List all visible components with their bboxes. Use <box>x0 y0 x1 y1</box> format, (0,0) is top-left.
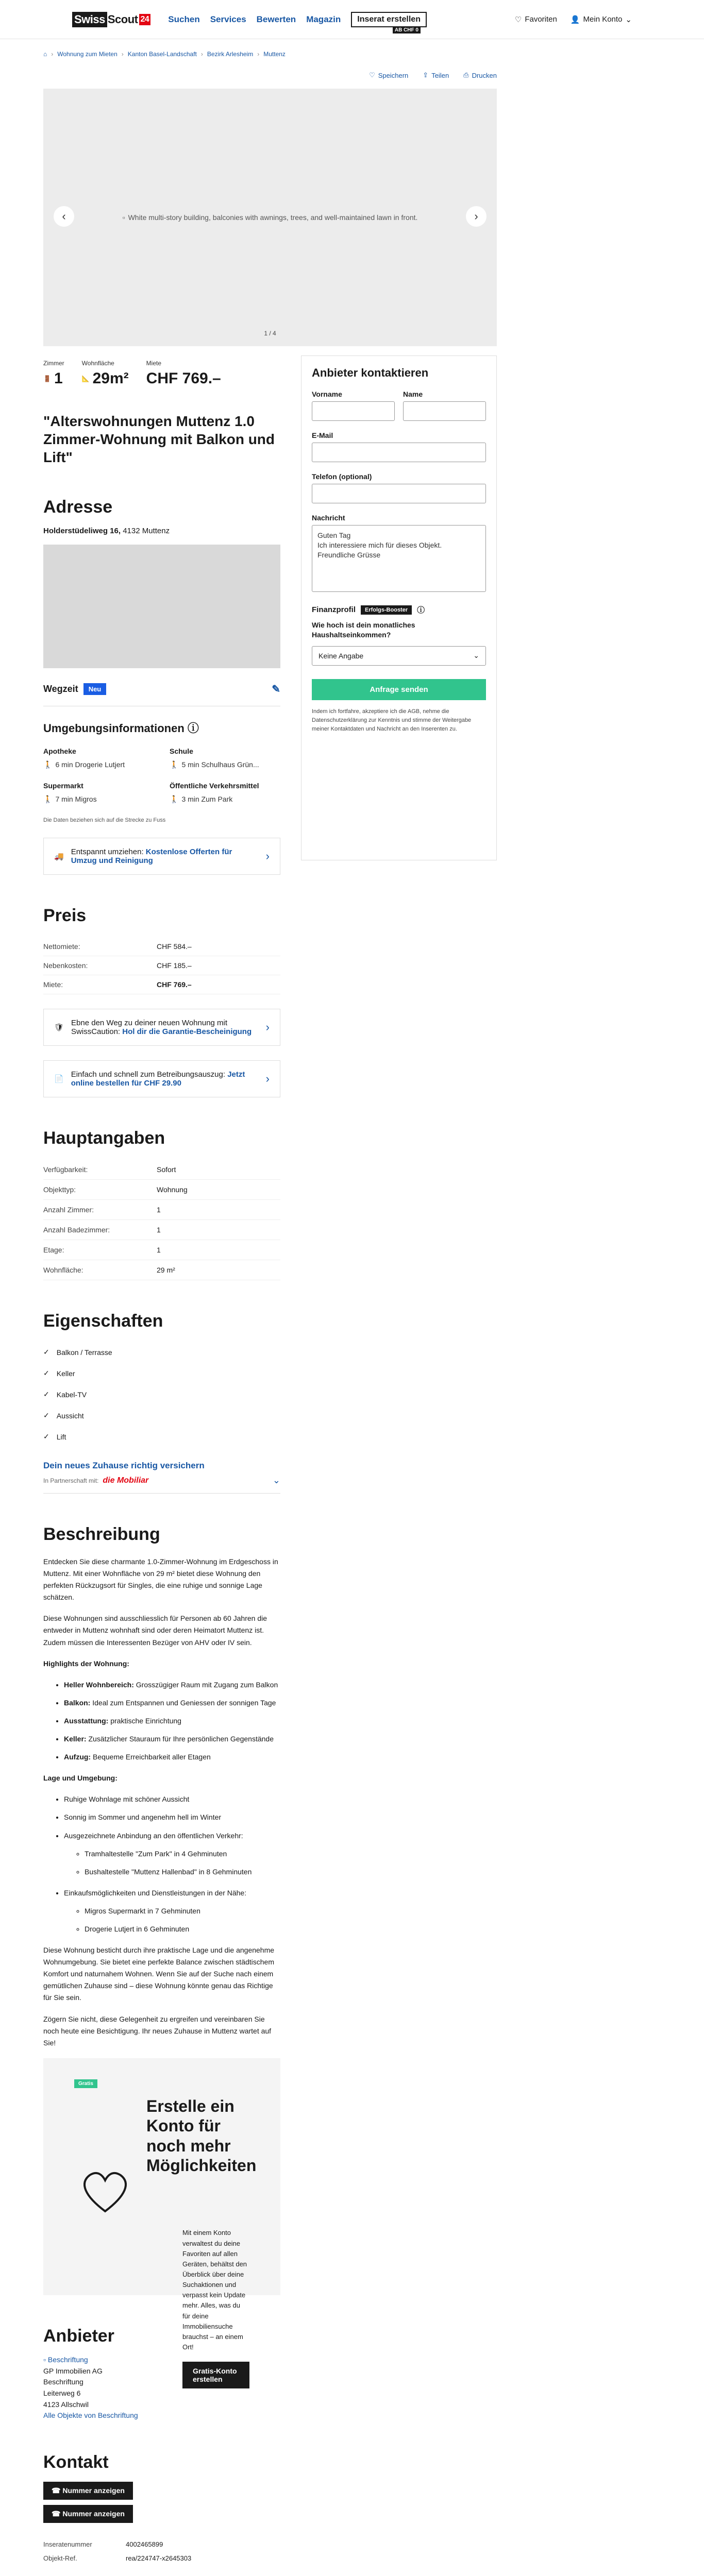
transport-item: ◦ Bushaltestelle "Muttenz Hallenbad" in 8 Gehminuten <box>85 1866 280 1878</box>
poi-item <box>170 782 280 804</box>
address-city: 4132 Muttenz <box>123 527 170 535</box>
nav-evaluate[interactable]: Bewerten <box>256 14 296 24</box>
price-heading: Preis <box>43 906 87 925</box>
breadcrumb-item[interactable]: Kanton Basel-Landschaft <box>127 50 197 58</box>
nav-services[interactable]: Services <box>210 14 246 24</box>
highlight-key: Aufzug: <box>64 1753 91 1761</box>
property-item <box>43 1384 280 1405</box>
highlight-text: Zusätzlicher Stauraum für Ihre persönlichen Gegenstände <box>88 1735 274 1743</box>
gallery-counter: 1 / 4 <box>264 330 276 337</box>
description-paragraph: Zögern Sie nicht, diese Gelegenheit zu ergreifen und vereinbaren Sie noch heute eine Besichtigung. Ihr neues Zuhause in Muttenz wartet auf Sie! <box>43 2014 272 2047</box>
send-inquiry-button[interactable]: Anfrage senden <box>312 679 486 700</box>
info-icon[interactable]: ⓘ <box>417 606 425 615</box>
poi-text: 3 min Zum Park <box>181 795 233 803</box>
chevron-down-icon: ⌄ <box>625 15 632 24</box>
favorites-label: Favoriten <box>525 15 557 24</box>
message-field <box>312 514 486 592</box>
main-info-value: 29 m² <box>157 1266 175 1274</box>
transport-item: ◦ Tramhaltestelle "Zum Park" in 4 Gehminuten <box>85 1848 280 1860</box>
last-name-input[interactable] <box>403 401 486 421</box>
highlight-text: praktische Einrichtung <box>110 1716 181 1725</box>
broken-image-icon: ▫ <box>43 2355 46 2364</box>
gallery-next-arrow[interactable]: › <box>466 206 487 227</box>
location-map[interactable] <box>43 545 280 668</box>
price-value: CHF 185.– <box>157 961 192 970</box>
main-info-row <box>43 1220 280 1240</box>
create-listing-button[interactable] <box>351 12 427 33</box>
listing-container <box>43 58 497 2565</box>
chevron-right-icon: › <box>265 1021 270 1033</box>
breadcrumb <box>43 50 704 58</box>
highlight-key: Ausstattung: <box>64 1716 109 1725</box>
highlights-list <box>64 1679 280 1763</box>
email-label: E-Mail <box>312 431 333 439</box>
fact-area <box>82 360 129 387</box>
legal-notice: Indem ich fortfahre, akzeptiere ich die AGB, nehme die Datenschutzerklärung zur Kenntnis und stimme der Weitergabe meiner Kontaktdaten und Nachricht an den Inserenten zu. <box>312 708 472 732</box>
image-gallery[interactable] <box>43 89 497 346</box>
insurance-link[interactable]: Dein neues Zuhause richtig versichern <box>43 1461 205 1470</box>
printer-icon: ⎙ <box>463 71 469 79</box>
main-info-value: 1 <box>157 1226 161 1234</box>
property-label: Keller <box>56 1369 75 1378</box>
poi-text: 6 min Drogerie Lutjert <box>55 760 125 769</box>
nav-magazine[interactable]: Magazin <box>306 14 341 24</box>
fact-value: CHF 769.– <box>146 370 221 387</box>
create-account-button[interactable]: Gratis-Konto erstellen <box>182 2362 249 2388</box>
address-street: Holderstüdeliweg 16, <box>43 527 121 535</box>
insurance-partner <box>43 1475 280 1486</box>
finance-profile-label: Finanzprofil <box>312 605 356 614</box>
travel-time-row[interactable] <box>43 683 280 696</box>
message-textarea[interactable]: Guten Tag Ich interessiere mich für dieses Objekt. Freundliche Grüsse <box>312 525 486 592</box>
main-info-label: Anzahl Zimmer: <box>43 1206 94 1214</box>
show-number-button[interactable]: ☎ Nummer anzeigen <box>43 2482 133 2500</box>
door-icon: 🚪 <box>43 375 51 382</box>
logo-part: 24 <box>139 14 151 25</box>
nav-search[interactable]: Suchen <box>168 14 200 24</box>
description-heading: Beschreibung <box>43 1524 160 1544</box>
contact-form-panel <box>301 355 497 860</box>
poi-title: Apotheke <box>43 747 76 755</box>
create-listing-label: Inserat erstellen <box>357 14 421 24</box>
highlight-text: Bequeme Erreichbarkeit aller Etagen <box>92 1753 211 1761</box>
shield-icon: 🛡 <box>54 1023 64 1032</box>
surroundings-grid <box>43 747 280 804</box>
property-label: Aussicht <box>56 1411 84 1420</box>
check-icon: ✓ <box>43 1390 49 1398</box>
main-info-label: Objekttyp: <box>43 1185 76 1194</box>
gallery-image[interactable] <box>123 213 418 222</box>
listing-title: "Alterswohnungen Muttenz 1.0 Zimmer-Wohnung mit Balkon und Lift" <box>43 413 275 465</box>
price-label: Nettomiete: <box>43 942 80 951</box>
price-row <box>43 975 280 994</box>
fact-rooms <box>43 360 64 387</box>
hands-heart-icon <box>74 2160 136 2222</box>
shop-item: ◦ Migros Supermarkt in 7 Gehminuten <box>85 1905 280 1917</box>
content-row <box>43 355 497 2565</box>
highlight-item <box>64 1715 280 1727</box>
location-item-text: Einkaufsmöglichkeiten und Dienstleistungen in der Nähe: <box>64 1888 247 1897</box>
property-label: Balkon / Terrasse <box>56 1348 112 1357</box>
email-field <box>312 431 486 462</box>
properties-list <box>43 1342 280 1447</box>
provider-line: GP Immobilien AG <box>43 2366 103 2375</box>
header-user-area <box>515 15 632 24</box>
email-input[interactable] <box>312 443 486 462</box>
moving-offer-card[interactable] <box>43 838 280 875</box>
main-info-label: Etage: <box>43 1246 64 1254</box>
highlight-key: Keller: <box>64 1735 87 1743</box>
listing-actions <box>43 58 497 89</box>
income-select[interactable] <box>312 646 486 666</box>
location-title: Lage und Umgebung: <box>43 1774 118 1783</box>
breadcrumb-item[interactable]: Bezirk Arlesheim <box>207 50 254 58</box>
print-label: Drucken <box>472 71 497 79</box>
highlight-item <box>64 1751 280 1763</box>
breadcrumb-item[interactable]: Muttenz <box>263 50 286 58</box>
property-label: Kabel-TV <box>56 1390 87 1399</box>
location-item <box>64 1887 280 1935</box>
main-info-value: 1 <box>157 1246 161 1254</box>
breadcrumb-separator: › <box>121 50 124 58</box>
description-paragraph: Diese Wohnung besticht durch ihre praktische Lage und die angenehme Wohnumgebung. Sie bietet eine perfekte Balance zwischen städtischem Komfort und naturnahem Wohnen. Wenn Sie auf der Suche nach einem gemütlichen Zuhause sind – diese Wohnung könnte genau das Richtige für Sie sein. <box>43 1946 275 2002</box>
description-subheading <box>43 1772 280 1784</box>
last-name-field <box>403 390 486 421</box>
main-info-label: Wohnfläche: <box>43 1266 83 1274</box>
provider-line: Leiterweg 6 <box>43 2388 81 2397</box>
income-select-value: Keine Angabe <box>319 651 364 660</box>
address-heading: Adresse <box>43 497 113 517</box>
main-info-value: 1 <box>157 1206 161 1214</box>
location-item: • Sonnig im Sommer und angenehm hell im Winter <box>64 1811 280 1823</box>
walk-icon: 🚶 <box>170 760 179 769</box>
listing-main-column <box>43 355 280 2565</box>
provider-all-listings-link[interactable]: Alle Objekte von Beschriftung <box>43 2411 138 2420</box>
last-name-label: Name <box>403 390 423 398</box>
walk-icon: 🚶 <box>170 795 179 803</box>
account-link[interactable] <box>571 15 632 24</box>
print-button[interactable] <box>463 71 497 79</box>
walk-icon: 🚶 <box>43 760 53 769</box>
chevron-down-icon[interactable]: ⌄ <box>272 1475 280 1485</box>
listing-id-label: Objekt-Ref. <box>43 2554 77 2562</box>
poi-text: 7 min Migros <box>55 795 97 803</box>
fact-label: Miete <box>146 360 162 367</box>
email-row <box>312 431 486 462</box>
surroundings-title: Umgebungsinformationen <box>43 722 185 735</box>
income-question: Wie hoch ist dein monatliches Haushaltseinkommen? <box>312 621 415 639</box>
insurance-promo[interactable] <box>43 1461 280 1494</box>
share-icon: ⇪ <box>423 71 429 79</box>
location-item-text: Ausgezeichnete Anbindung an den öffentlichen Verkehr: <box>64 1831 243 1840</box>
poi-title: Supermarkt <box>43 782 83 790</box>
highlight-item <box>64 1679 280 1691</box>
property-label: Lift <box>56 1432 66 1441</box>
info-icon[interactable]: ⓘ <box>187 722 199 735</box>
first-name-input[interactable] <box>312 401 395 421</box>
deposit-link[interactable]: Hol dir die Garantie-Bescheinigung <box>122 1027 252 1036</box>
finance-profile-row <box>312 604 486 615</box>
fact-value: 29m² <box>92 370 129 387</box>
document-icon: 📄 <box>54 1075 64 1083</box>
chevron-right-icon: › <box>265 1072 270 1085</box>
show-number-label: Nummer anzeigen <box>62 2486 125 2495</box>
message-row <box>312 514 486 592</box>
free-badge: Gratis <box>74 2079 97 2088</box>
share-label: Teilen <box>431 71 449 79</box>
breadcrumb-separator: › <box>257 50 260 58</box>
heart-icon: ♡ <box>514 15 522 24</box>
listing-id-row <box>43 2551 280 2565</box>
main-info-heading: Hauptangaben <box>43 1128 165 1148</box>
poi-item <box>170 747 280 769</box>
phone-row <box>312 472 486 503</box>
highlight-item <box>64 1697 280 1709</box>
moving-offer-intro: Entspannt umziehen: <box>71 848 144 856</box>
surroundings-heading <box>43 720 280 736</box>
gallery-image-alt: White multi-story building, balconies with awnings, trees, and well-maintained lawn in front. <box>128 213 418 222</box>
ruler-icon: 📐 <box>81 375 90 382</box>
insurance-partner-label: In Partnerschaft mit: <box>43 1477 99 1484</box>
highlight-text: Ideal zum Entspannen und Geniessen der sonnigen Tage <box>92 1698 276 1707</box>
fact-value: 1 <box>54 370 63 387</box>
deposit-intro: Ebne den Weg zu deiner neuen Wohnung mit SwissCaution: <box>71 1019 228 1036</box>
poi-item <box>43 747 154 769</box>
save-label: Speichern <box>378 71 409 79</box>
description-subheading <box>43 1658 280 1670</box>
price-list <box>43 937 280 994</box>
breadcrumb-item[interactable]: Wohnung zum Mieten <box>57 50 118 58</box>
create-listing-tag: AB CHF 0 <box>393 27 421 33</box>
price-row <box>43 956 280 975</box>
deposit-text <box>71 1019 259 1036</box>
home-icon[interactable]: ⌂ <box>43 50 47 58</box>
site-logo[interactable] <box>72 12 150 27</box>
highlight-item <box>64 1733 280 1745</box>
poi-text: 5 min Schulhaus Grün... <box>181 760 259 769</box>
highlight-key: Balkon: <box>64 1698 91 1707</box>
phone-field <box>312 472 486 503</box>
poi-item <box>43 782 154 804</box>
check-icon: ✓ <box>43 1369 49 1377</box>
gallery-prev-arrow[interactable]: ‹ <box>54 206 74 227</box>
key-facts <box>43 360 280 387</box>
show-number-button[interactable]: ☎ Nummer anzeigen <box>43 2505 133 2523</box>
highlights-title: Highlights der Wohnung: <box>43 1659 129 1668</box>
mobiliar-logo: die Mobiliar <box>103 1476 149 1485</box>
save-button[interactable] <box>369 71 408 79</box>
price-label: Miete: <box>43 980 63 989</box>
first-name-label: Vorname <box>312 390 342 398</box>
listing-id-value: rea/224747-x2645303 <box>126 2554 192 2562</box>
show-number-label: Nummer anzeigen <box>62 2509 125 2518</box>
property-item <box>43 1405 280 1426</box>
surroundings-note: Die Daten beziehen sich auf die Strecke zu Fuss <box>43 817 166 823</box>
price-value: CHF 584.– <box>157 942 192 951</box>
highlight-text: Grosszügiger Raum mit Zugang zum Balkon <box>136 1680 278 1689</box>
phone-label: Telefon (optional) <box>312 472 372 481</box>
main-info-row <box>43 1200 280 1220</box>
debt-record-intro: Einfach und schnell zum Betreibungsauszug: <box>71 1070 226 1079</box>
moving-offer-link[interactable]: Kostenlose Offerten für Umzug und Reinigung <box>71 848 232 865</box>
main-info-label: Anzahl Badezimmer: <box>43 1226 110 1234</box>
walk-icon: 🚶 <box>43 795 53 803</box>
moving-offer-text <box>71 848 259 865</box>
name-row <box>312 390 486 421</box>
property-item <box>43 1342 280 1363</box>
main-info-table <box>43 1160 280 1280</box>
shops-list <box>85 1905 280 1935</box>
transport-list <box>85 1848 280 1878</box>
account-promo-title: Erstelle ein Konto für noch mehr Möglichkeiten <box>146 2096 257 2175</box>
poi-title: Öffentliche Verkehrsmittel <box>170 782 259 790</box>
main-info-row <box>43 1160 280 1180</box>
logo-part: Scout <box>107 12 138 26</box>
main-nav <box>168 12 427 33</box>
description-paragraph: Entdecken Sie diese charmante 1.0-Zimmer-Wohnung im Erdgeschoss in Muttenz. Mit einer Wohnfläche von 29 m² bietet diese Wohnung den perfekten Rückzugsort für Singles, die eine ruhige und sonnige Lage schätzen. <box>43 1557 278 1602</box>
check-icon: ✓ <box>43 1348 49 1356</box>
price-value: CHF 769.– <box>157 980 192 989</box>
contact-form-title: Anbieter kontaktieren <box>312 366 429 379</box>
account-label: Mein Konto <box>583 15 623 24</box>
main-info-row <box>43 1260 280 1280</box>
logo-part: Swiss <box>72 12 107 27</box>
listing-ids <box>43 2537 280 2565</box>
check-icon: ✓ <box>43 1432 49 1440</box>
success-booster-badge: Erfolgs-Booster <box>361 605 412 615</box>
favorites-link[interactable] <box>515 15 557 24</box>
truck-icon: 🚚 <box>54 852 64 861</box>
fact-label: Zimmer <box>43 360 64 367</box>
debt-record-text <box>71 1070 259 1088</box>
highlight-key: Heller Wohnbereich: <box>64 1680 134 1689</box>
listing-id-label: Inseratenummer <box>43 2540 92 2548</box>
debt-record-card[interactable] <box>43 1060 280 1097</box>
price-label: Nebenkosten: <box>43 961 88 970</box>
location-list <box>64 1793 280 1935</box>
listing-id-value: 4002465899 <box>126 2540 163 2548</box>
provider-line: 4123 Allschwil <box>43 2400 89 2409</box>
contact-heading: Kontakt <box>43 2452 109 2472</box>
check-icon: ✓ <box>43 1411 49 1419</box>
price-row <box>43 937 280 956</box>
user-icon: 👤 <box>570 15 580 24</box>
breadcrumb-separator: › <box>51 50 54 58</box>
provider-heading: Anbieter <box>43 2326 114 2346</box>
fact-label: Wohnfläche <box>81 360 114 367</box>
pencil-icon[interactable]: ✎ <box>272 684 280 695</box>
main-info-value: Sofort <box>157 1165 176 1174</box>
poi-title: Schule <box>170 747 193 755</box>
account-promo-text: Mit einem Konto verwaltest du deine Favoriten auf allen Geräten, behältst den Überblick über deine Suchaktionen und verpasst kein Update mehr. Alles, was du für deine Immobiliensuche brauchst – an einem Ort! <box>182 2229 247 2351</box>
shop-item: ◦ Drogerie Lutjert in 6 Gehminuten <box>85 1923 280 1935</box>
provider-logo-alt: Beschriftung <box>47 2355 88 2364</box>
site-header <box>0 0 704 39</box>
phone-input[interactable] <box>312 484 486 503</box>
main-info-value: Wohnung <box>157 1185 188 1194</box>
broken-image-icon: ▫ <box>122 213 125 222</box>
debt-record-link[interactable]: Jetzt online bestellen für CHF 29.90 <box>71 1070 245 1088</box>
message-label: Nachricht <box>312 514 345 522</box>
property-item <box>43 1426 280 1447</box>
main-info-row <box>43 1180 280 1200</box>
chevron-right-icon: › <box>265 850 270 862</box>
main-info-row <box>43 1240 280 1260</box>
description-body <box>43 1556 280 2049</box>
properties-heading: Eigenschaften <box>43 1311 163 1331</box>
listing-id-row <box>43 2537 280 2551</box>
phone-buttons <box>43 2472 280 2523</box>
provider-line: Beschriftung <box>43 2378 83 2386</box>
property-item <box>43 1363 280 1384</box>
travel-time-label: Wegzeit <box>43 684 78 694</box>
first-name-field <box>312 390 395 421</box>
deposit-card[interactable] <box>43 1009 280 1046</box>
breadcrumb-separator: › <box>200 50 203 58</box>
chevron-down-icon: ⌄ <box>473 651 479 660</box>
address-text <box>43 527 280 535</box>
description-paragraph: Diese Wohnungen sind ausschliesslich für Personen ab 60 Jahren die entweder in Muttenz wohnhaft sind oder deren Heimatort Muttenz ist. Zudem müssen die Interessenten Bezüger von AHV oder IV sein. <box>43 1614 267 1647</box>
location-item <box>64 1830 280 1878</box>
new-badge: Neu <box>83 683 107 695</box>
heart-icon: ♡ <box>369 71 375 79</box>
fact-rent <box>146 360 221 387</box>
location-item: • Ruhige Wohnlage mit schöner Aussicht <box>64 1793 280 1805</box>
main-info-label: Verfügbarkeit: <box>43 1165 88 1174</box>
share-button[interactable] <box>423 71 449 79</box>
